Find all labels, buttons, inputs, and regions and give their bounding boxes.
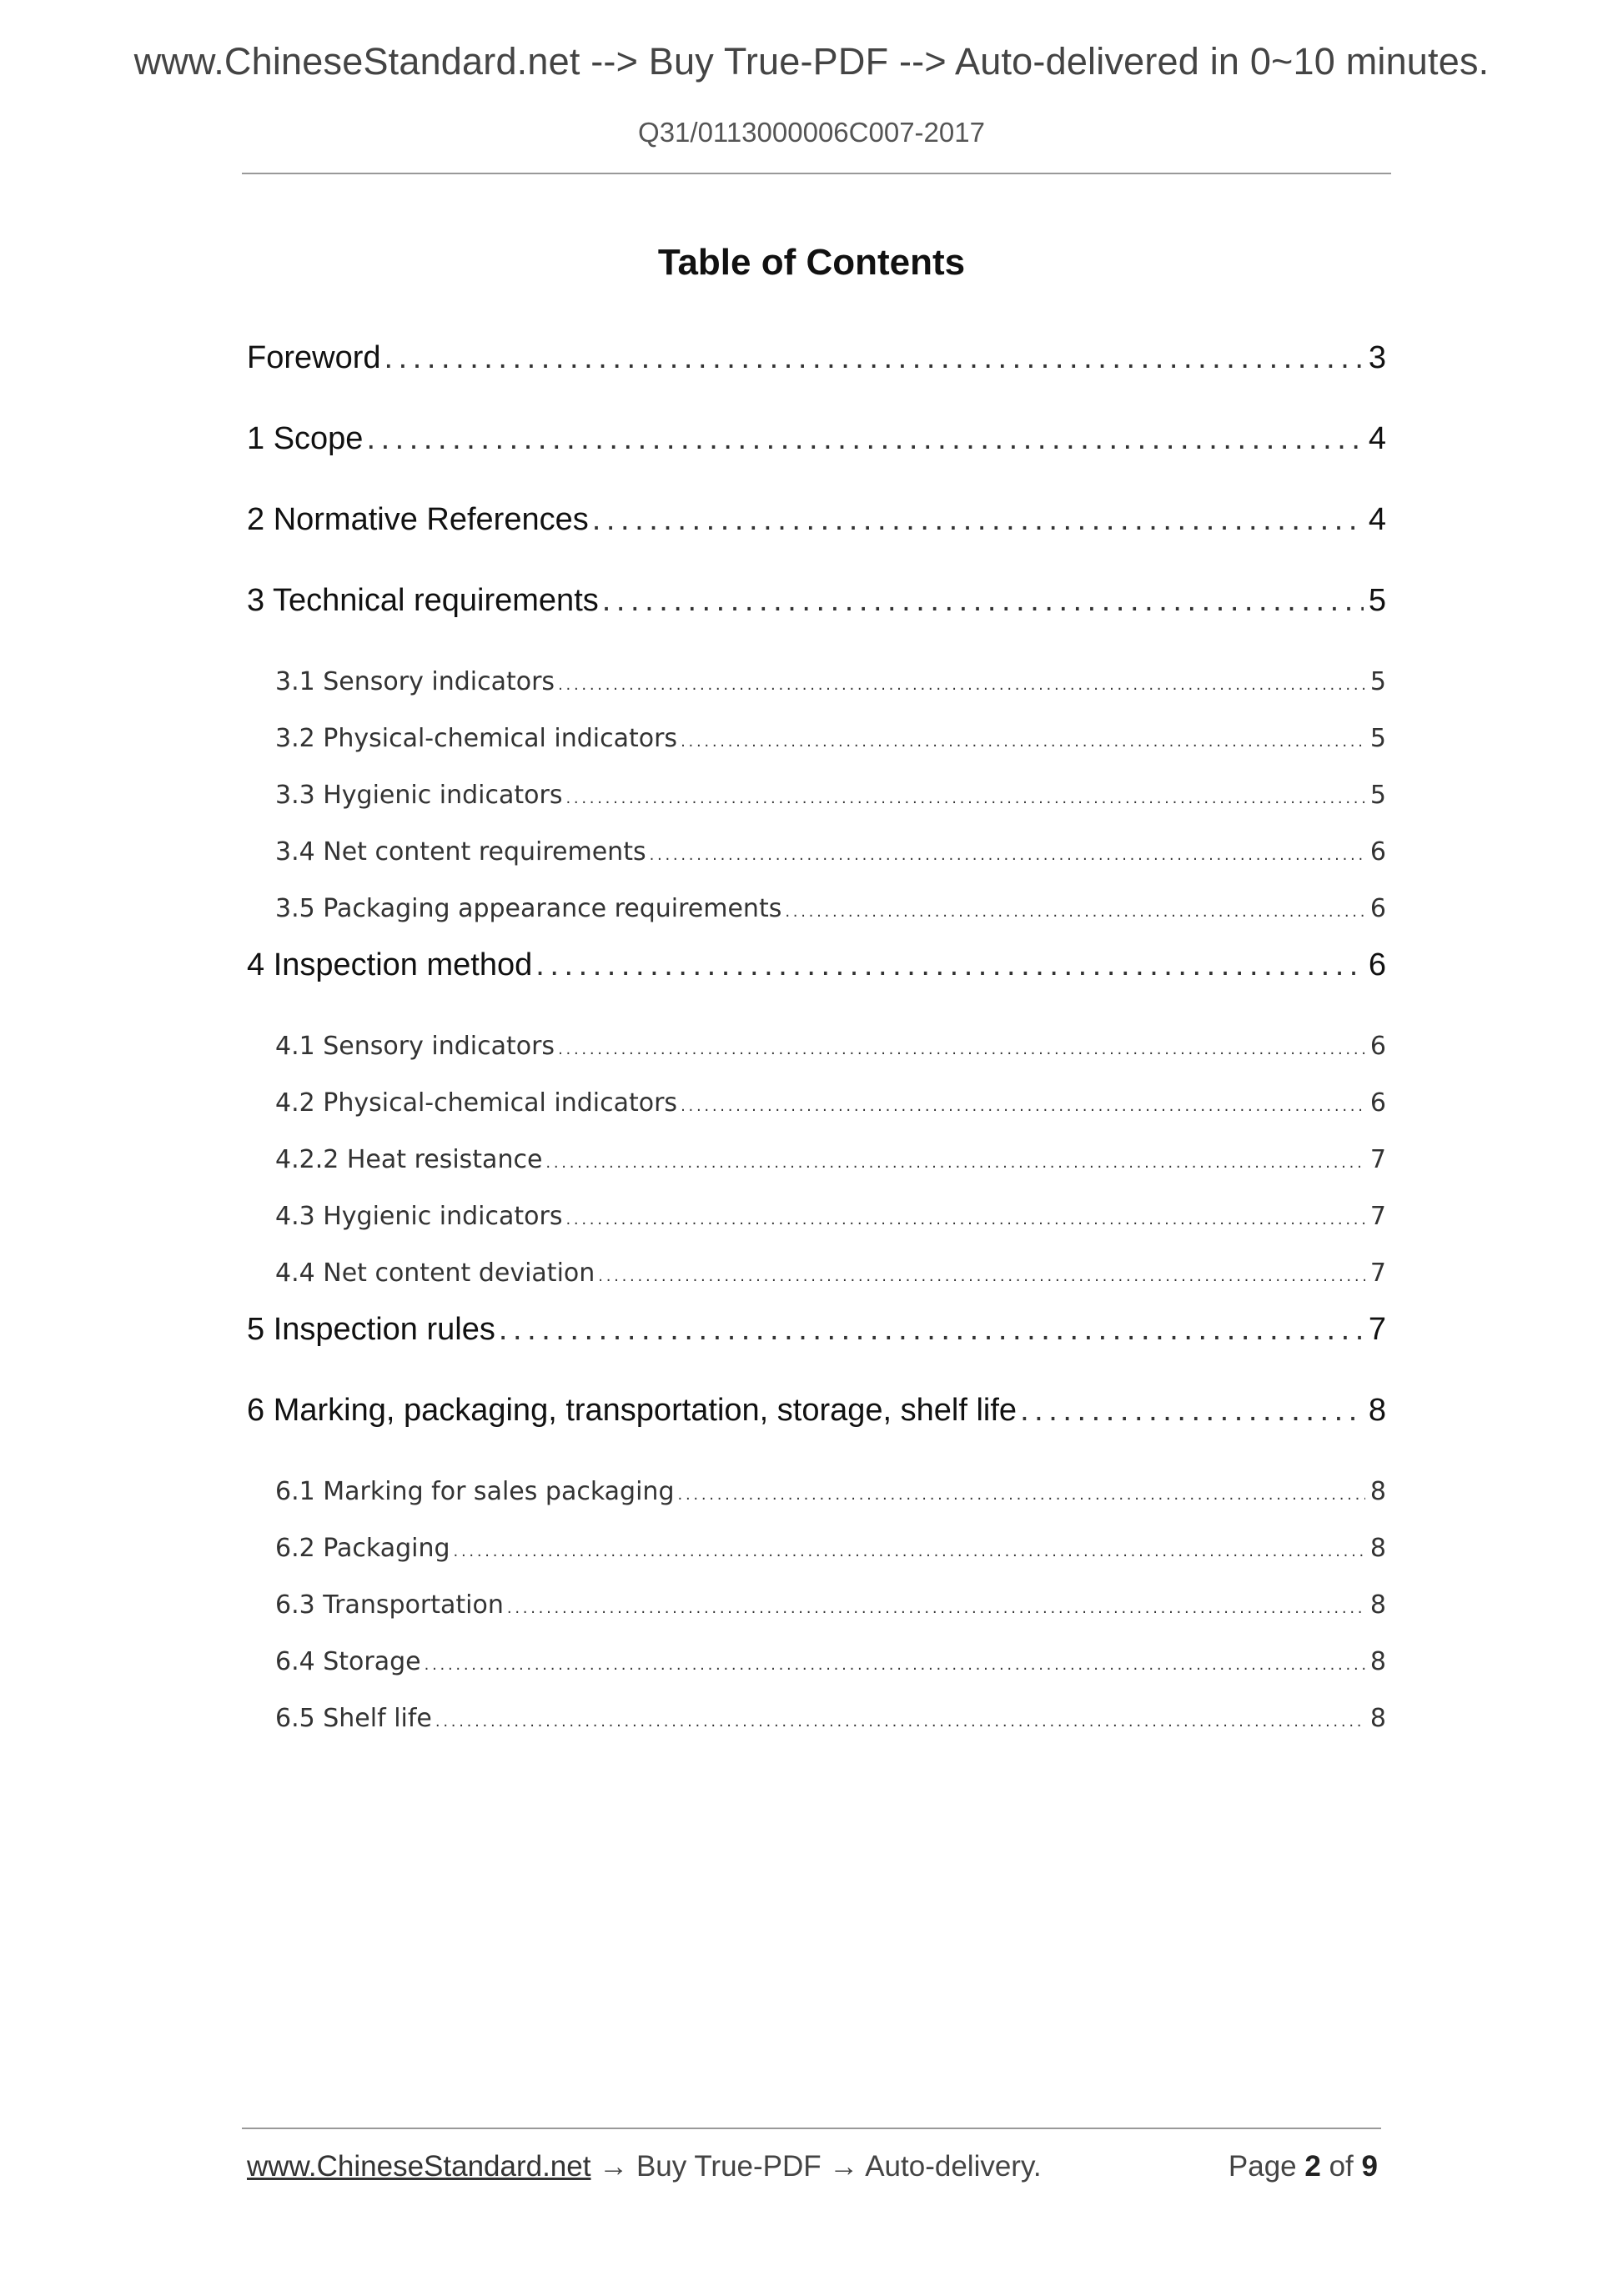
toc-entry-page: 7 bbox=[1369, 1259, 1386, 1288]
toc-entry-label: 3.3 Hygienic indicators bbox=[275, 781, 563, 810]
toc-entry-label: 3.1 Sensory indicators bbox=[275, 667, 555, 696]
toc-entry-label: 3.2 Physical-chemical indicators bbox=[275, 724, 678, 753]
toc-entry-label: 6 Marking, packaging, transportation, storage, shelf life bbox=[247, 1393, 1018, 1428]
toc-leader-dots bbox=[785, 884, 1365, 937]
toc-entry[interactable] bbox=[247, 711, 1386, 767]
toc-entry-label: 4.2.2 Heat resistance bbox=[275, 1145, 543, 1174]
toc-leader-dots bbox=[650, 827, 1365, 881]
toc-entry-label: 4 Inspection method bbox=[247, 947, 533, 982]
toc-entry-label: 6.2 Packaging bbox=[275, 1534, 450, 1563]
toc-entry[interactable] bbox=[247, 937, 1386, 1018]
toc-entry-page: 5 bbox=[1369, 781, 1386, 810]
toc-entry-label: 4.2 Physical-chemical indicators bbox=[275, 1088, 678, 1118]
toc-entry[interactable] bbox=[247, 330, 1386, 411]
toc-entry[interactable] bbox=[247, 573, 1386, 654]
toc-entry-page: 4 bbox=[1368, 502, 1386, 537]
toc-entry-label: 6.5 Shelf life bbox=[275, 1704, 432, 1733]
toc-leader-dots bbox=[565, 771, 1364, 824]
toc-entry-label: 3 Technical requirements bbox=[247, 583, 599, 618]
toc-leader-dots bbox=[425, 1637, 1365, 1691]
toc-entry[interactable] bbox=[247, 824, 1386, 881]
toc-leader-dots bbox=[454, 1524, 1365, 1577]
toc-entry-label: 3.5 Packaging appearance requirements bbox=[275, 894, 782, 923]
toc-entry-label: 6.3 Transportation bbox=[275, 1590, 504, 1620]
toc-entry-label: 1 Scope bbox=[247, 421, 364, 456]
toc-leader-dots bbox=[535, 937, 1364, 992]
toc-entry-page: 7 bbox=[1369, 1202, 1386, 1231]
toc-entry-page: 7 bbox=[1368, 1312, 1386, 1347]
top-banner: www.ChineseStandard.net --> Buy True-PDF --> Auto-delivered in 0~10 minutes. bbox=[133, 40, 1490, 83]
toc-leader-dots bbox=[602, 573, 1364, 628]
table-of-contents bbox=[247, 330, 1386, 1747]
footer-divider bbox=[242, 2128, 1381, 2129]
toc-leader-dots bbox=[499, 1302, 1364, 1357]
page-number bbox=[1229, 2150, 1378, 2183]
toc-leader-dots bbox=[558, 1022, 1365, 1075]
toc-entry-page: 8 bbox=[1369, 1704, 1386, 1733]
toc-entry[interactable] bbox=[247, 1464, 1386, 1520]
toc-entry[interactable] bbox=[247, 1302, 1386, 1383]
toc-entry-label: 2 Normative References bbox=[247, 502, 589, 537]
document-id: Q31/0113000006C007-2017 bbox=[638, 117, 985, 148]
toc-entry-page: 5 bbox=[1368, 583, 1386, 618]
toc-entry[interactable] bbox=[247, 767, 1386, 824]
toc-entry-label: 4.3 Hygienic indicators bbox=[275, 1202, 563, 1231]
toc-entry-label: 4.4 Net content deviation bbox=[275, 1259, 595, 1288]
toc-entry-page: 7 bbox=[1369, 1145, 1386, 1174]
toc-entry[interactable] bbox=[247, 1188, 1386, 1245]
toc-entry-page: 8 bbox=[1368, 1393, 1386, 1428]
toc-leader-dots bbox=[545, 1135, 1365, 1188]
toc-entry-page: 6 bbox=[1369, 837, 1386, 867]
toc-entry[interactable] bbox=[247, 1018, 1386, 1075]
toc-entry[interactable] bbox=[247, 654, 1386, 711]
toc-entry-page: 8 bbox=[1369, 1590, 1386, 1620]
toc-entry-label: 6.4 Storage bbox=[275, 1647, 421, 1676]
toc-leader-dots bbox=[565, 1192, 1364, 1245]
toc-entry-page: 6 bbox=[1368, 947, 1386, 982]
toc-entry[interactable] bbox=[247, 1132, 1386, 1188]
toc-leader-dots bbox=[678, 1467, 1365, 1520]
page-footer bbox=[247, 2150, 1386, 2192]
toc-entry-page: 6 bbox=[1369, 1032, 1386, 1061]
toc-entry[interactable] bbox=[247, 1383, 1386, 1464]
toc-leader-dots bbox=[598, 1248, 1365, 1302]
toc-entry-label: 3.4 Net content requirements bbox=[275, 837, 646, 867]
header-divider bbox=[242, 173, 1391, 174]
footer-delivery-text: Auto-delivery. bbox=[865, 2150, 1042, 2183]
toc-leader-dots bbox=[558, 657, 1365, 711]
toc-entry[interactable] bbox=[247, 1075, 1386, 1132]
footer-buy-text: Buy True-PDF bbox=[636, 2150, 822, 2183]
toc-leader-dots bbox=[435, 1694, 1365, 1747]
toc-entry-label: 4.1 Sensory indicators bbox=[275, 1032, 555, 1061]
toc-entry-page: 5 bbox=[1369, 724, 1386, 753]
toc-entry[interactable] bbox=[247, 1577, 1386, 1634]
toc-entry[interactable] bbox=[247, 1245, 1386, 1302]
toc-entry-page: 4 bbox=[1368, 421, 1386, 456]
toc-entry-label: Foreword bbox=[247, 340, 381, 375]
page-current: 2 bbox=[1304, 2150, 1321, 2183]
toc-leader-dots bbox=[681, 714, 1365, 767]
toc-entry-page: 6 bbox=[1369, 894, 1386, 923]
toc-entry-page: 6 bbox=[1369, 1088, 1386, 1118]
toc-leader-dots bbox=[384, 330, 1364, 385]
page-word: Page bbox=[1228, 2150, 1297, 2183]
toc-entry[interactable] bbox=[247, 881, 1386, 937]
footer-promo bbox=[247, 2150, 1042, 2183]
toc-entry-page: 8 bbox=[1369, 1534, 1386, 1563]
arrow-icon: → bbox=[829, 2150, 859, 2183]
arrow-icon: → bbox=[599, 2150, 629, 2183]
toc-entry-page: 5 bbox=[1369, 667, 1386, 696]
toc-entry-page: 8 bbox=[1369, 1647, 1386, 1676]
toc-entry[interactable] bbox=[247, 411, 1386, 492]
toc-entry[interactable] bbox=[247, 1691, 1386, 1747]
toc-entry[interactable] bbox=[247, 1634, 1386, 1691]
page-of: of bbox=[1329, 2150, 1354, 2183]
toc-leader-dots bbox=[507, 1580, 1365, 1634]
toc-leader-dots bbox=[366, 411, 1363, 466]
toc-entry-label: 6.1 Marking for sales packaging bbox=[275, 1477, 675, 1506]
toc-leader-dots bbox=[681, 1078, 1365, 1132]
toc-entry[interactable] bbox=[247, 492, 1386, 573]
toc-entry[interactable] bbox=[247, 1520, 1386, 1577]
page-total: 9 bbox=[1361, 2150, 1378, 2183]
toc-entry-page: 8 bbox=[1369, 1477, 1386, 1506]
footer-site-link[interactable]: www.ChineseStandard.net bbox=[247, 2150, 591, 2183]
toc-entry-page: 3 bbox=[1368, 340, 1386, 375]
toc-leader-dots bbox=[1020, 1383, 1364, 1438]
toc-title: Table of Contents bbox=[657, 242, 966, 283]
toc-entry-label: 5 Inspection rules bbox=[247, 1312, 495, 1347]
toc-leader-dots bbox=[592, 492, 1364, 547]
